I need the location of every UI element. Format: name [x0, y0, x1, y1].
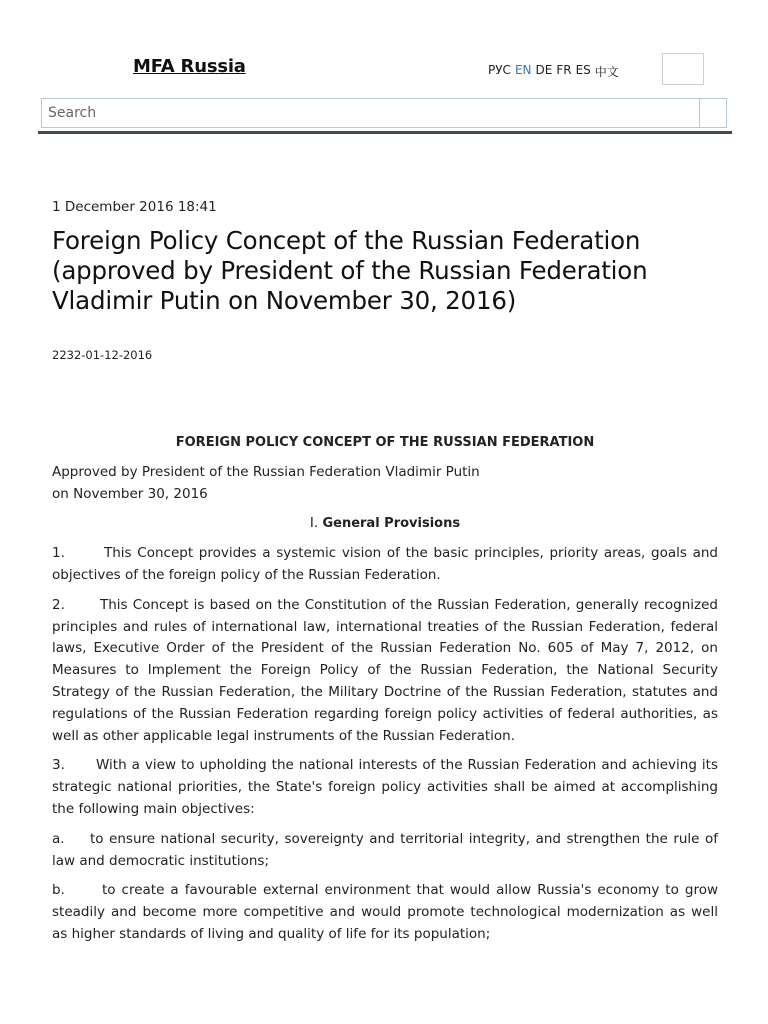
paragraph-text: This Concept is based on the Constitution of the Russian Federation, generally recognized principles and rules of international law, international treaties of the Russian Federation, federal laws, Executive Order of the President of the Russian Federation No. 605 of May 7, 2012, on Measures to Implement the Foreign Policy of the Russian Federation, the National Security Strategy of the Russian Federation, the Military Doctrine of the Russian Federation, statutes and regulations of the Russian Federation regarding foreign policy activities of federal authorities, as well as other applicable legal instruments of the Russian Federation.	[52, 596, 718, 744]
paragraph-1	[52, 543, 718, 587]
document-number: 2232-01-12-2016	[52, 348, 153, 362]
section-number: I.	[309, 515, 319, 532]
section-heading	[52, 513, 718, 535]
section-title: General Provisions	[322, 516, 461, 532]
search-bar	[41, 98, 727, 128]
lang-en-link[interactable]: EN	[514, 63, 532, 77]
lang-fr-link[interactable]: FR	[556, 63, 572, 77]
site-title[interactable]: MFA Russia	[133, 56, 246, 77]
paragraph-3	[52, 755, 718, 820]
menu-button[interactable]	[662, 53, 704, 85]
paragraph-text: to create a favourable external environment that would allow Russia's economy to grow steadily and become more competitive and would promote technological modernization as well as higher standards of living and quality of life for its population;	[52, 882, 718, 942]
paragraph-number: b.	[52, 882, 65, 899]
paragraph-text: to ensure national security, sovereignty and territorial integrity, and strengthen the rule of law and democratic institutions;	[52, 830, 718, 869]
paragraph-b	[52, 880, 718, 945]
lang-de-link[interactable]: DE	[535, 63, 553, 77]
paragraph-2	[52, 595, 718, 748]
header-divider	[38, 131, 732, 134]
paragraph-number: a.	[52, 830, 65, 847]
page-title: Foreign Policy Concept of the Russian Federation (approved by President of the Russian Federation Vladimir Putin on November 30, 2016)	[52, 226, 648, 315]
language-switcher	[488, 63, 619, 80]
lang-es-link[interactable]: ES	[575, 63, 591, 77]
paragraph-a	[52, 829, 718, 873]
paragraph-text: This Concept provides a systemic vision of the basic principles, priority areas, goals and objectives of the foreign policy of the Russian Federation.	[52, 545, 718, 583]
paragraph-number: 2.	[52, 596, 65, 613]
lang-ru-link[interactable]: РУС	[488, 63, 511, 77]
publish-date: 1 December 2016 18:41	[52, 199, 217, 215]
search-input[interactable]	[42, 99, 699, 127]
paragraph-number: 3.	[52, 757, 65, 774]
search-button[interactable]	[699, 99, 726, 127]
paragraph-text: With a view to upholding the national interests of the Russian Federation and achieving its strategic national priorities, the State's foreign policy activities shall be aimed at accomplishing the following main objectives:	[52, 757, 718, 817]
article-body	[52, 432, 718, 954]
paragraph-number: 1.	[52, 545, 65, 562]
document-heading: FOREIGN POLICY CONCEPT OF THE RUSSIAN FEDERATION	[175, 435, 595, 450]
approval-note	[52, 462, 718, 506]
approval-line-1: Approved by President of the Russian Federation Vladimir Putin	[52, 463, 480, 480]
approval-line-2: on November 30, 2016	[52, 485, 208, 502]
lang-zh-link[interactable]: 中文	[594, 65, 619, 79]
